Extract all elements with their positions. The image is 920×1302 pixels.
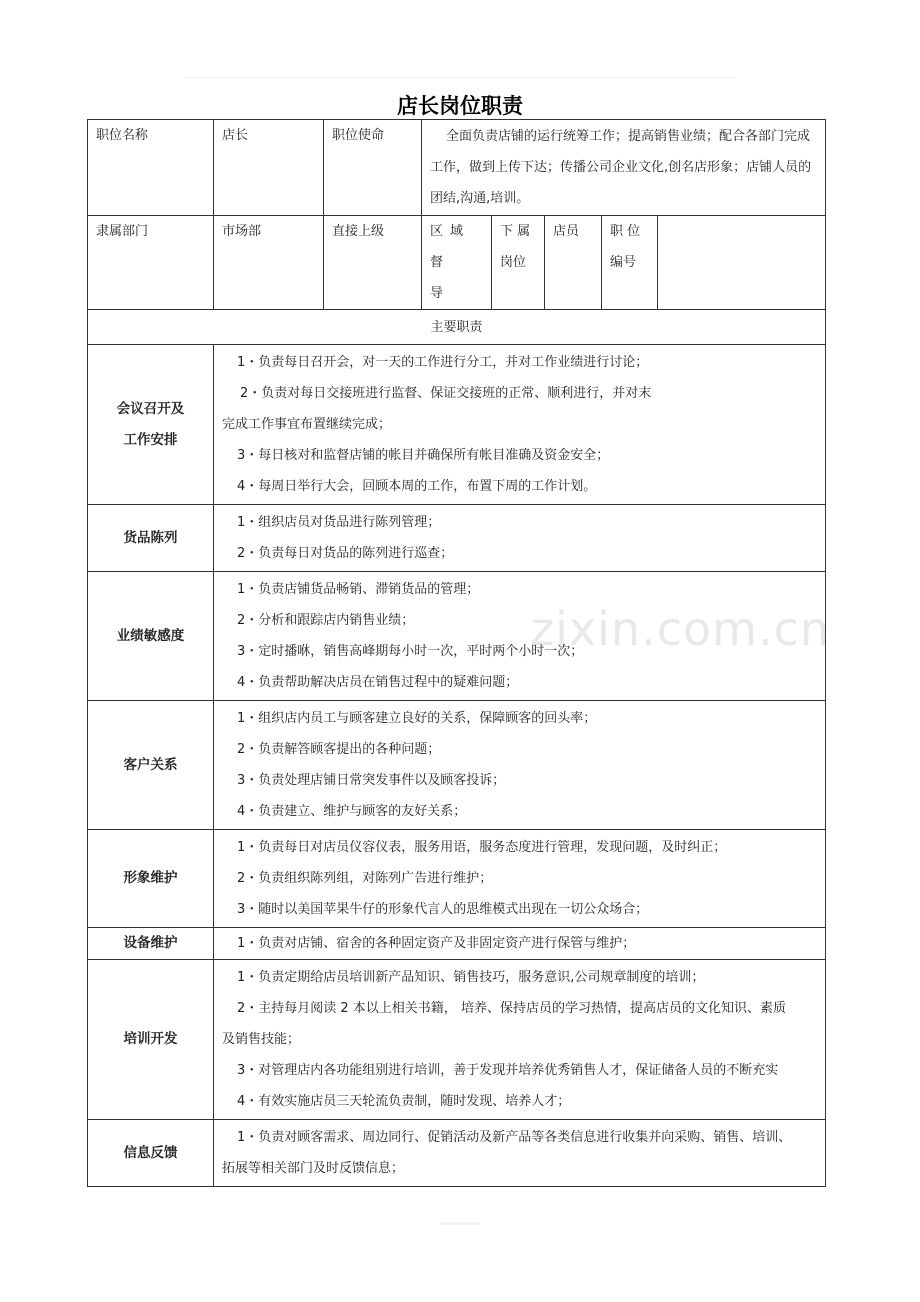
duty-category-image: 形象维护 [88, 830, 214, 928]
page-title: 店长岗位职责 [397, 94, 523, 118]
duty-items-customer [214, 701, 826, 830]
section-title-row [88, 310, 826, 345]
superior-value-line1: 区域督 [430, 224, 471, 270]
duty-items-display [214, 505, 826, 572]
watermark-text: zixin.com.cn [530, 602, 831, 656]
duty-category-meetings [88, 345, 214, 505]
duty-item: 3・定时播咻，销售高峰期每小时一次，平时两个小时一次； [237, 644, 584, 659]
superior-value-line2: 导 [430, 286, 444, 301]
superior-value [422, 216, 492, 310]
duty-item: 2・分析和跟踪店内销售业绩； [237, 613, 415, 628]
duty-category-feedback: 信息反馈 [88, 1120, 214, 1187]
duty-item: 拓展等相关部门及时反馈信息； [222, 1161, 405, 1176]
section-title: 主要职责 [88, 310, 826, 345]
duty-category-customer: 客户关系 [88, 701, 214, 830]
duty-category-display: 货品陈列 [88, 505, 214, 572]
duty-row-customer [88, 701, 826, 830]
duty-item: 3・负责处理店铺日常突发事件以及顾客投诉； [237, 773, 506, 788]
header-row-department [88, 216, 826, 310]
duty-row-image [88, 830, 826, 928]
header-row-position [88, 120, 826, 216]
duty-item: 1・组织店内员工与顾客建立良好的关系，保障顾客的回头率； [237, 711, 597, 726]
duty-category-line2: 工作安排 [123, 431, 178, 448]
duty-row-meetings [88, 345, 826, 505]
duty-item: 1・负责每日召开会，对一天的工作进行分工，并对工作业绩进行讨论； [237, 355, 649, 370]
duty-row-training [88, 960, 826, 1120]
duty-category-training: 培训开发 [88, 960, 214, 1120]
duty-row-performance [88, 572, 826, 701]
subordinate-label [492, 216, 545, 310]
position-name-label: 职位名称 [88, 120, 214, 216]
duty-item: 2・负责解答顾客提出的各种问题； [237, 742, 441, 757]
department-label: 隶属部门 [88, 216, 214, 310]
duty-category-equipment: 设备维护 [88, 928, 214, 960]
duty-item: 2・主持每月阅读 2 本以上相关书籍， 培养、保持店员的学习热情，提高店员的文化知识、素质 [237, 1001, 786, 1016]
code-label-line2: 编号 [610, 255, 637, 270]
duty-item: 4・每周日举行大会，回顾本周的工作，布置下周的工作计划。 [237, 479, 597, 494]
duty-item: 4・有效实施店员三天轮流负责制，随时发现、培养人才； [237, 1094, 571, 1109]
duty-item: 完成工作事宜布置继续完成； [222, 417, 392, 432]
duty-item: 1・负责对顾客需求、周边同行、促销活动及新产品等各类信息进行收集并向采购、销售、培训、 [237, 1130, 792, 1145]
bottom-mark [440, 1222, 480, 1225]
duty-row-display [88, 505, 826, 572]
duty-item: 4・负责帮助解决店员在销售过程中的疑难问题； [237, 675, 519, 690]
duty-items-training [214, 960, 826, 1120]
duty-row-equipment [88, 928, 826, 960]
duty-item: 1・负责定期给店员培训新产品知识、销售技巧，服务意识,公司规章制度的培训； [237, 970, 705, 985]
subordinate-label-line1: 下 属 [500, 224, 531, 239]
duty-row-feedback [88, 1120, 826, 1187]
top-rule [185, 77, 735, 78]
duty-category-line1: 会议召开及 [116, 400, 185, 417]
position-name-value: 店长 [214, 120, 324, 216]
code-label [602, 216, 658, 310]
subordinate-label-line2: 岗位 [500, 255, 527, 270]
duty-item: 3・每日核对和监督店铺的帐目并确保所有帐目准确及资金安全； [237, 448, 610, 463]
duty-item: 2・负责每日对货品的陈列进行巡查； [237, 546, 454, 561]
duty-items-meetings [214, 345, 826, 505]
department-value: 市场部 [214, 216, 324, 310]
duty-item: 及销售技能； [222, 1032, 301, 1047]
mission-text: 全面负责店铺的运行统筹工作；提高销售业绩；配合各部门完成工作，做到上传下达；传播公司企业文化,创名店形象；店铺人员的团结,沟通,培训。 [422, 120, 826, 216]
duty-items-equipment [214, 928, 826, 960]
duty-item: 4・负责建立、维护与顾客的友好关系； [237, 804, 467, 819]
duty-item: 3・随时以美国苹果牛仔的形象代言人的思维模式出现在一切公众场合； [237, 902, 649, 917]
duty-item: 1・负责每日对店员仪容仪表，服务用语，服务态度进行管理，发现问题，及时纠正； [237, 840, 727, 855]
subordinate-value: 店员 [545, 216, 602, 310]
duty-item: 2・负责组织陈列组，对陈列广告进行维护； [237, 871, 493, 886]
duty-item: 1・组织店员对货品进行陈列管理； [237, 515, 441, 530]
code-label-line1: 职 位 [610, 224, 641, 239]
duty-item: 1・负责对店铺、宿舍的各种固定资产及非固定资产进行保管与维护； [237, 936, 636, 951]
mission-label: 职位使命 [324, 120, 422, 216]
responsibility-table [87, 119, 826, 1187]
superior-label: 直接上级 [324, 216, 422, 310]
duty-item: 1・负责店铺货品畅销、滞销货品的管理； [237, 582, 480, 597]
duty-category-performance: 业绩敏感度 [88, 572, 214, 701]
duty-item: 3・对管理店内各功能组别进行培训，善于发现并培养优秀销售人才，保证储备人员的不断充实 [237, 1063, 779, 1078]
duty-items-image [214, 830, 826, 928]
code-value [658, 216, 826, 310]
duty-items-performance [214, 572, 826, 701]
duty-item: 2・负责对每日交接班进行监督、保证交接班的正常、顺利进行，并对末 [240, 386, 652, 401]
duty-items-feedback [214, 1120, 826, 1187]
